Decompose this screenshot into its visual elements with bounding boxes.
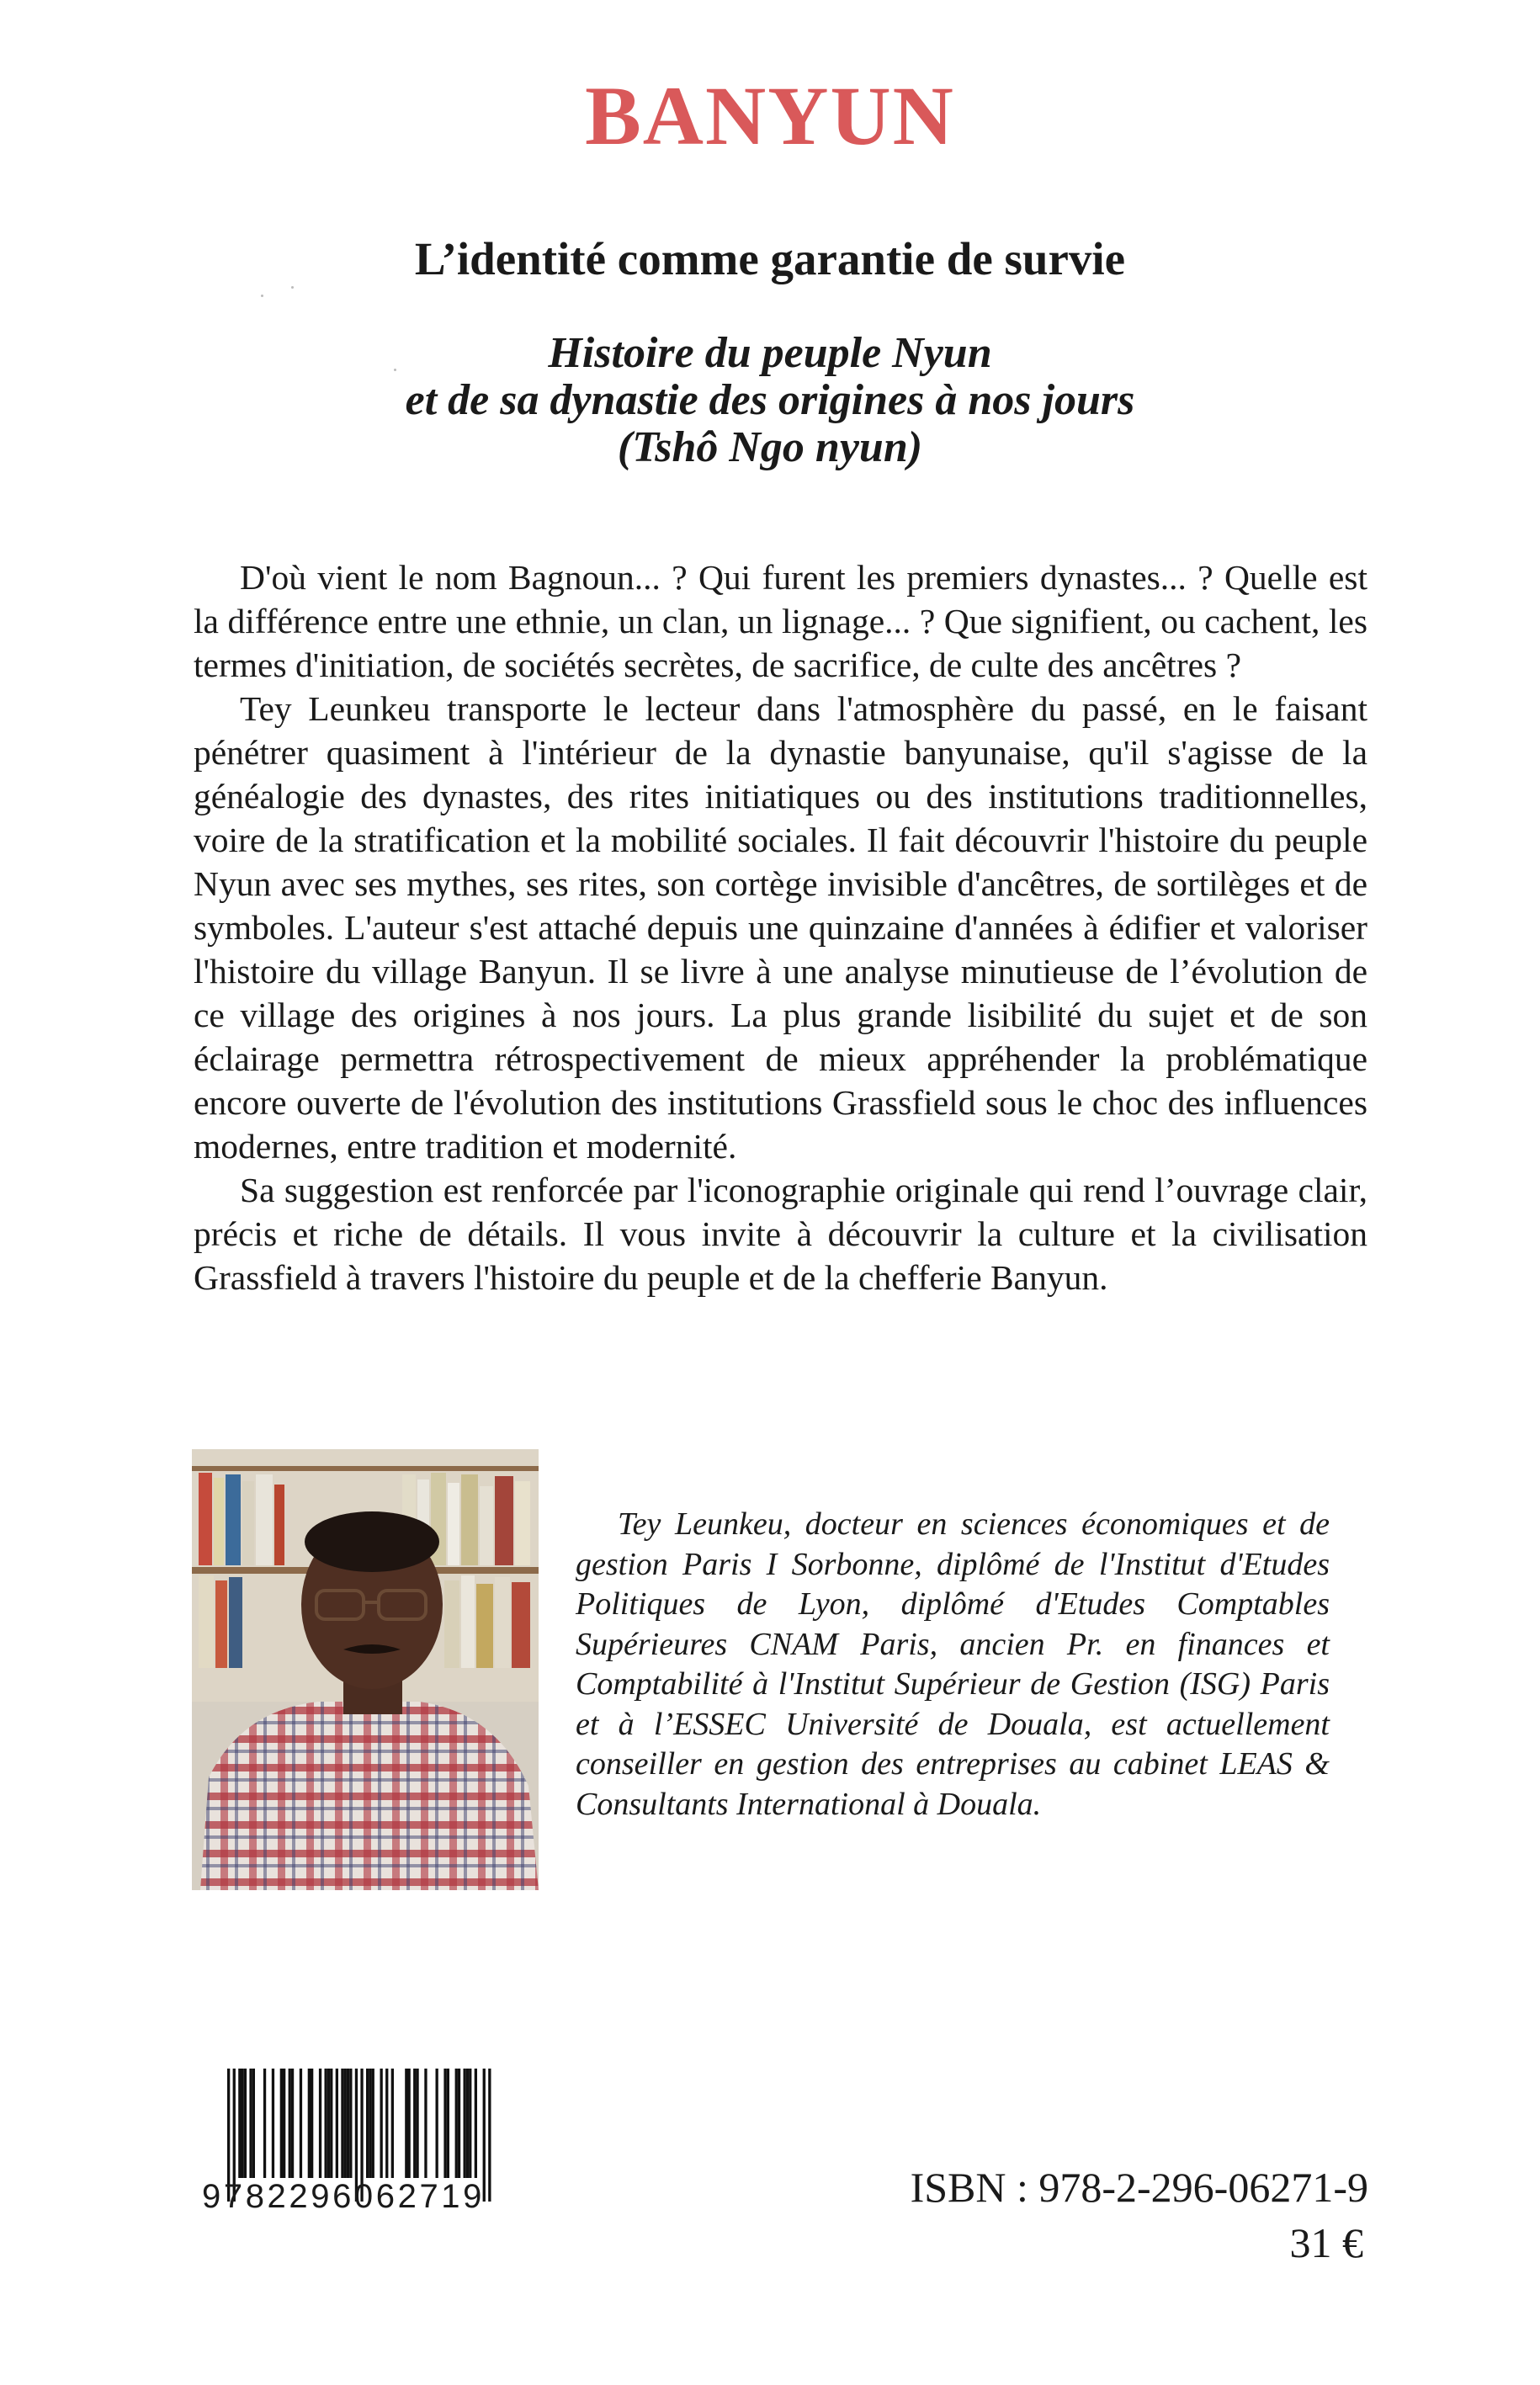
author-photo [192, 1449, 539, 1890]
barcode-bar [424, 2069, 427, 2178]
barcode-bar [242, 2069, 244, 2178]
subsubtitle-line: (Tshô Ngo nyun) [617, 423, 923, 471]
price: 31 € [1289, 2219, 1363, 2266]
isbn: ISBN : 978-2-296-06271-9 [910, 2164, 1368, 2211]
barcode-bar [311, 2069, 313, 2178]
print-speck [291, 286, 294, 289]
barcode-bar [327, 2069, 330, 2178]
barcode-bar [372, 2069, 374, 2178]
barcode-bar [413, 2069, 416, 2178]
barcode-bar [347, 2069, 349, 2178]
author-bio: Tey Leunkeu, docteur en sciences économiques et de gestion Paris I Sorbonne, diplômé de l'Institut d'Etudes Politiques de Lyon, diplômé d'Etudes Comptables Supérieures CNAM Paris, ancien Pr. en finances et Comptabilité à l'Institut Supérieur de Gestion (ISG) Paris et à l’ESSEC Université de Douala, est actuellement conseiller en gestion des entreprises au cabinet LEAS & Consultants International à Douala. [576, 1506, 1330, 1822]
barcode-bar [416, 2069, 418, 2178]
barcode-bar [283, 2069, 285, 2178]
barcode-bar [369, 2069, 371, 2178]
barcode-bar [249, 2069, 252, 2178]
barcode-bar [469, 2069, 471, 2178]
barcode-bar [244, 2069, 247, 2178]
barcode-bar [272, 2069, 274, 2178]
barcode-bar [466, 2069, 469, 2178]
blurb-paragraph: Tey Leunkeu transporte le lecteur dans l'atmosphère du passé, en le faisant pénétrer quasiment à l'intérieur de la dynastie banyunaise, qu'il s'agisse de la généalogie des dynastes, des rites initiatiques ou des institutions traditionnelles, voire de la stratification et la mobilité sociales. Il fait découvrir l'histoire du peuple Nyun avec ses mythes, ses rites, son cortège invisible d'ancêtres, de sortilèges et de symboles. L'auteur s'est attaché depuis une quinzaine d'années à édifier et valoriser l'histoire du village Banyun. Il se livre à une analyse minutieuse de l’évolution de ce village des origines à nos jours. La plus grande lisibilité du sujet et de son éclairage permettra rétrospectivement de mieux appréhender la problématique encore ouverte de l'évolution des institutions Grassfield sous le choc des influences modernes, entre tradition et modernité. [194, 689, 1367, 1166]
barcode-bar [263, 2069, 266, 2178]
barcode-bar [455, 2069, 458, 2178]
barcode-bar [366, 2069, 369, 2178]
barcode-bar [443, 2069, 446, 2178]
barcode-bar [325, 2069, 327, 2178]
barcode-bar [252, 2069, 255, 2178]
blurb-paragraph: D'où vient le nom Bagnoun... ? Qui furent les premiers dynastes... ? Quelle est la différence entre une ethnie, un clan, un lignage... ? Que signifient, ou cachent, les termes d'initiation, de sociétés secrètes, de sacrifice, de culte des ancêtres ? [194, 558, 1367, 684]
blurb-paragraph: Sa suggestion est renforcée par l'iconographie originale qui rend l’ouvrage clair, précis et riche de détails. Il vous invite à découvrir la culture et la civilisation Grassfield à travers l'histoire du peuple et de la chefferie Banyun. [194, 1171, 1367, 1297]
barcode-bar [391, 2069, 394, 2178]
barcode-bar [336, 2069, 338, 2178]
book-subsubtitle [0, 330, 1540, 471]
barcode-bar [319, 2069, 321, 2178]
barcode-bar [405, 2069, 407, 2178]
book-subtitle: L’identité comme garantie de survie [414, 233, 1126, 284]
barcode-bar [308, 2069, 311, 2178]
barcode-bar [385, 2069, 388, 2178]
subsubtitle-line: Histoire du peuple Nyun [548, 329, 992, 377]
book-title: BANYUN [585, 69, 955, 162]
barcode-bar [380, 2069, 383, 2178]
barcode-bar [300, 2069, 302, 2178]
barcode-bar [436, 2069, 438, 2178]
barcode-bar [330, 2069, 332, 2178]
blurb [194, 555, 1367, 1299]
barcode-bar [289, 2069, 291, 2178]
barcode-digits: 9782296062719 [202, 2178, 485, 2215]
barcode-bar [475, 2069, 477, 2178]
barcode-bar [238, 2069, 241, 2178]
barcode-bar [341, 2069, 343, 2178]
barcode-bar [458, 2069, 460, 2178]
subsubtitle-line: et de sa dynastie des origines à nos jours [405, 376, 1135, 424]
barcode-bar [408, 2069, 411, 2178]
barcode-bar [291, 2069, 294, 2178]
barcode-bar [344, 2069, 347, 2178]
barcode-bar [464, 2069, 466, 2178]
print-speck [261, 295, 263, 297]
barcode-bar [349, 2069, 352, 2178]
barcode-bar [447, 2069, 449, 2178]
barcode-bar [280, 2069, 283, 2178]
